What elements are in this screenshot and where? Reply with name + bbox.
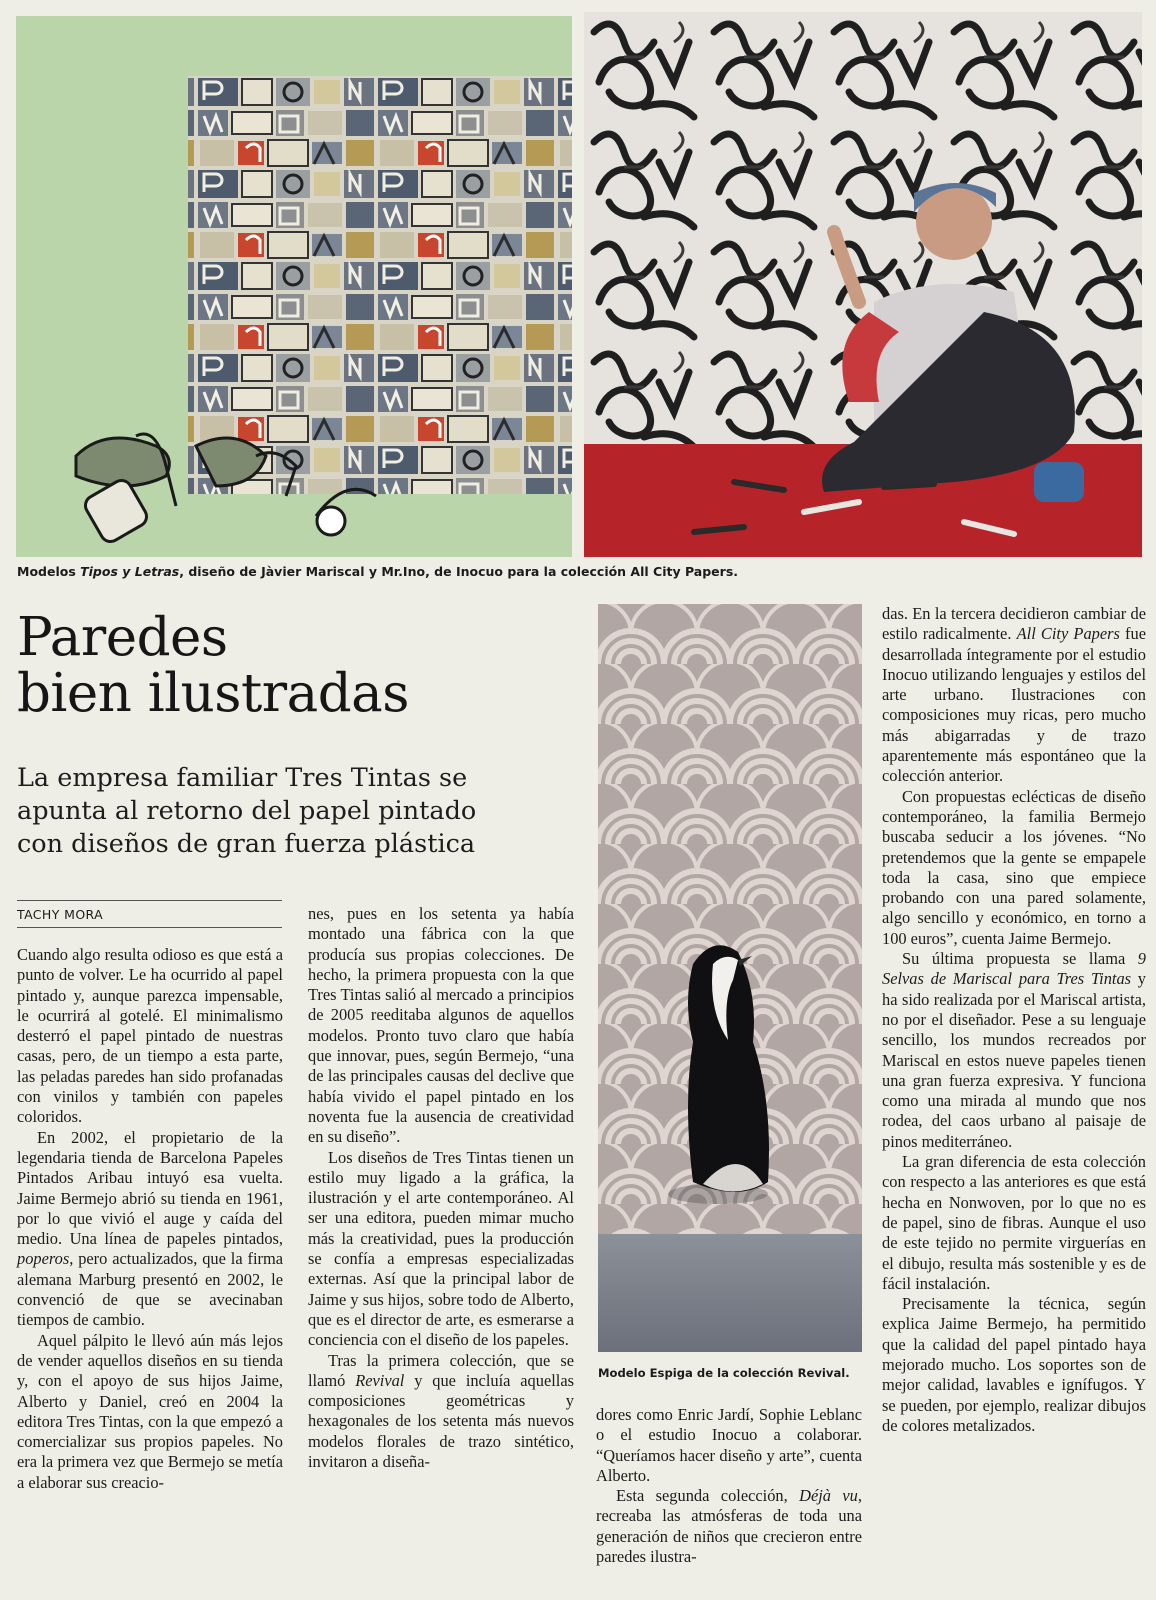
article-column-1 [17,945,283,1493]
paragraph: Cuando algo resulta odioso es que está a punto de volver. Le ha ocurrido al papel pintado y, aunque parezca impensable, le ocurrirá al gotelé. El minimalismo desterró el papel pintado de nuestras casas, pero, de un tiempo a esta parte, las peladas paredes han sido profanadas con vinilos y también con papeles coloridos. [17,945,283,1127]
caption-top-photos: Modelos Tipos y Letras, diseño de Jàvier Mariscal y Mr.Ino, de Inocuo para la colección All City Papers. [17,564,739,579]
paragraph: nes, pues en los setenta ya había montado una fábrica con la que producía sus propias colecciones. De hecho, la primera propuesta con la que Tres Tintas salió al mercado a principios de 2005 reeditaba algunos de aquellos modelos. Pronto tuvo claro que había que innovar, pues, según Bermejo, “una de las principales causas del declive que había vivido el papel pintado en los noventa fue la ausencia de creatividad en su diseño”. [308,904,574,1147]
graffiti-illustration [584,12,1142,557]
paragraph: Con propuestas eclécticas de diseño contemporáneo, la familia Bermejo buscaba seducir a los jóvenes. “No pretendemos que la gente se empapele toda la casa, sino que empiece probando con una pared solamente, algo sencillo y económico, en torno a 100 euros”, cuenta Jaime Bermejo. [882,786,1146,948]
paragraph: Su última propuesta se llama 9 Selvas de Mariscal para Tres Tintas y ha sido realizada por el Mariscal artista, no por el diseñador. Pese a su lenguaje sencillo, los mundos recreados por Mariscal en estos nueve papeles tienen una gran fuerza expresiva. Y funciona como una mirada al mundo que nos rodea, del caos urbano al paisaje de pinos mediterráneo. [882,949,1147,1151]
caption-penguin-photo: Modelo Espiga de la colección Revival. [598,1366,850,1380]
byline: TACHY MORA [17,900,282,922]
paragraph: Aquel pálpito le llevó aún más lejos de vender aquellos diseños en su tienda y, con el apoyo de sus hijos Jaime, Alberto y Daniel, creó en 2004 la editora Tres Tintas, con la que empezó a comercializar sus propios papeles. No era la primera vez que Bermejo se metía a elaborar sus creacio- [17,1330,283,1492]
caption-title-italic: Tipos y Letras [80,564,180,579]
paragraph: La gran diferencia de esta colección con respecto a las anteriores es que está hecha en Nonwoven, por lo que no es de papel, sino de fibras. Aunque el uso de este tejido no permite virguerías en el dibujo, resulta más sostenible y es de fácil instalación. [882,1152,1146,1293]
byline-rule [17,927,282,928]
paragraph: Los diseños de Tres Tintas tienen un estilo muy ligado a la gráfica, la ilustración y el arte contemporáneo. Al ser una editora, pueden mimar mucho más la creatividad, pues la producción se confía a empresas especializadas externas. Así que la principal labor de Jaime y sus hijos, sobre todo de Alberto, que es el director de arte, es esmerarse a conciencia con el diseño de los papeles. [308,1147,574,1350]
photo-penguin-espiga [598,604,862,1352]
paragraph: En 2002, el propietario de la legendaria tienda de Barcelona Papeles Pintados Aribau intuyó esa vuelta. Jaime Bermejo abrió su tienda en 1961, por lo que vivió el auge y caída del medio. Una línea de papeles pintados, poperos, pero actualizados, que la firma alemana Marburg presentó en 2002, le convenció de que se avecinaban tiempos de cambio. [17,1127,283,1330]
espiga-wallpaper-illustration [598,604,862,1352]
subheadline: La empresa familiar Tres Tintas se apunta al retorno del papel pintado con diseños de gran fuerza plástica [17,763,477,860]
paragraph: das. En la tercera decidieron cambiar de estilo radicalmente. All City Papers fue desarrollada íntegramente por el estudio Inocuo utilizando lenguajes y estilos del arte urbano. Ilustraciones con composiciones muy ricas, pero mucho más abigarradas y de trazo aparentemente más espontáneo que la colección anterior. [882,604,1146,786]
photo-tipos-y-letras [16,16,572,557]
article-column-3 [596,1405,862,1567]
headline: Paredes bien ilustradas [17,607,409,725]
article-column-2 [308,904,574,1472]
paragraph: Esta segunda colección, Déjà vu, recreaba las atmósferas de toda una generación de niños que crecieron entre paredes ilustra- [596,1486,862,1567]
tipos-letras-illustration [16,16,572,557]
article-column-4 [882,604,1146,1436]
paragraph: Precisamente la técnica, según explica Jaime Bermejo, ha permitido que la calidad del papel pintado haya mejorado mucho. Los soportes son de mejor calidad, lavables e ignífugos. Y se pueden, por ejemplo, realizar dibujos de colores metalizados. [882,1294,1146,1435]
paragraph: dores como Enric Jardí, Sophie Leblanc o el estudio Inocuo a colaborar. “Queríamos hacer diseño y arte”, cuenta Alberto. [596,1405,862,1485]
paragraph: Tras la primera colección, que se llamó Revival y que incluía aquellas composiciones geométricas y hexagonales de los setenta más nuevos modelos florales de trazo sintético, invitaron a diseña- [308,1350,574,1472]
photo-graffiti-artist [584,12,1142,557]
